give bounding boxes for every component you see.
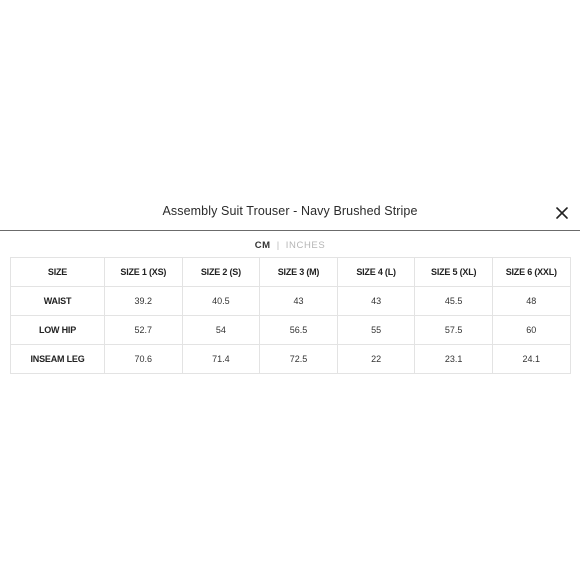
table-cell: 23.1 — [415, 345, 493, 374]
table-cell: 60 — [492, 316, 570, 345]
unit-toggle — [0, 240, 580, 251]
close-button[interactable] — [554, 205, 570, 221]
table-cell: 56.5 — [260, 316, 338, 345]
row-label: INSEAM LEG — [11, 345, 105, 374]
unit-toggle-cm[interactable]: CM — [254, 240, 271, 251]
table-cell: 57.5 — [415, 316, 493, 345]
column-header: SIZE 5 (XL) — [415, 258, 493, 287]
modal-title: Assembly Suit Trouser - Navy Brushed Stripe — [162, 204, 418, 218]
table-cell: 45.5 — [415, 287, 493, 316]
table-cell: 22 — [337, 345, 415, 374]
column-header: SIZE 4 (L) — [337, 258, 415, 287]
row-label: LOW HIP — [11, 316, 105, 345]
table-row — [11, 287, 571, 316]
table-cell: 40.5 — [182, 287, 260, 316]
table-cell: 71.4 — [182, 345, 260, 374]
unit-toggle-inches[interactable]: INCHES — [285, 240, 326, 251]
table-header-row — [11, 258, 571, 287]
table-cell: 54 — [182, 316, 260, 345]
modal-header — [0, 196, 580, 231]
unit-separator: | — [276, 240, 280, 251]
close-icon — [554, 205, 570, 221]
table-row — [11, 316, 571, 345]
table-cell: 72.5 — [260, 345, 338, 374]
column-header: SIZE 6 (XXL) — [492, 258, 570, 287]
column-header: SIZE — [11, 258, 105, 287]
table-cell: 43 — [337, 287, 415, 316]
table-cell: 70.6 — [105, 345, 183, 374]
table-cell: 52.7 — [105, 316, 183, 345]
table-cell: 39.2 — [105, 287, 183, 316]
table-cell: 24.1 — [492, 345, 570, 374]
size-chart-table — [10, 257, 571, 374]
column-header: SIZE 2 (S) — [182, 258, 260, 287]
column-header: SIZE 1 (XS) — [105, 258, 183, 287]
row-label: WAIST — [11, 287, 105, 316]
table-cell: 55 — [337, 316, 415, 345]
table-cell: 48 — [492, 287, 570, 316]
column-header: SIZE 3 (M) — [260, 258, 338, 287]
table-row — [11, 345, 571, 374]
table-cell: 43 — [260, 287, 338, 316]
